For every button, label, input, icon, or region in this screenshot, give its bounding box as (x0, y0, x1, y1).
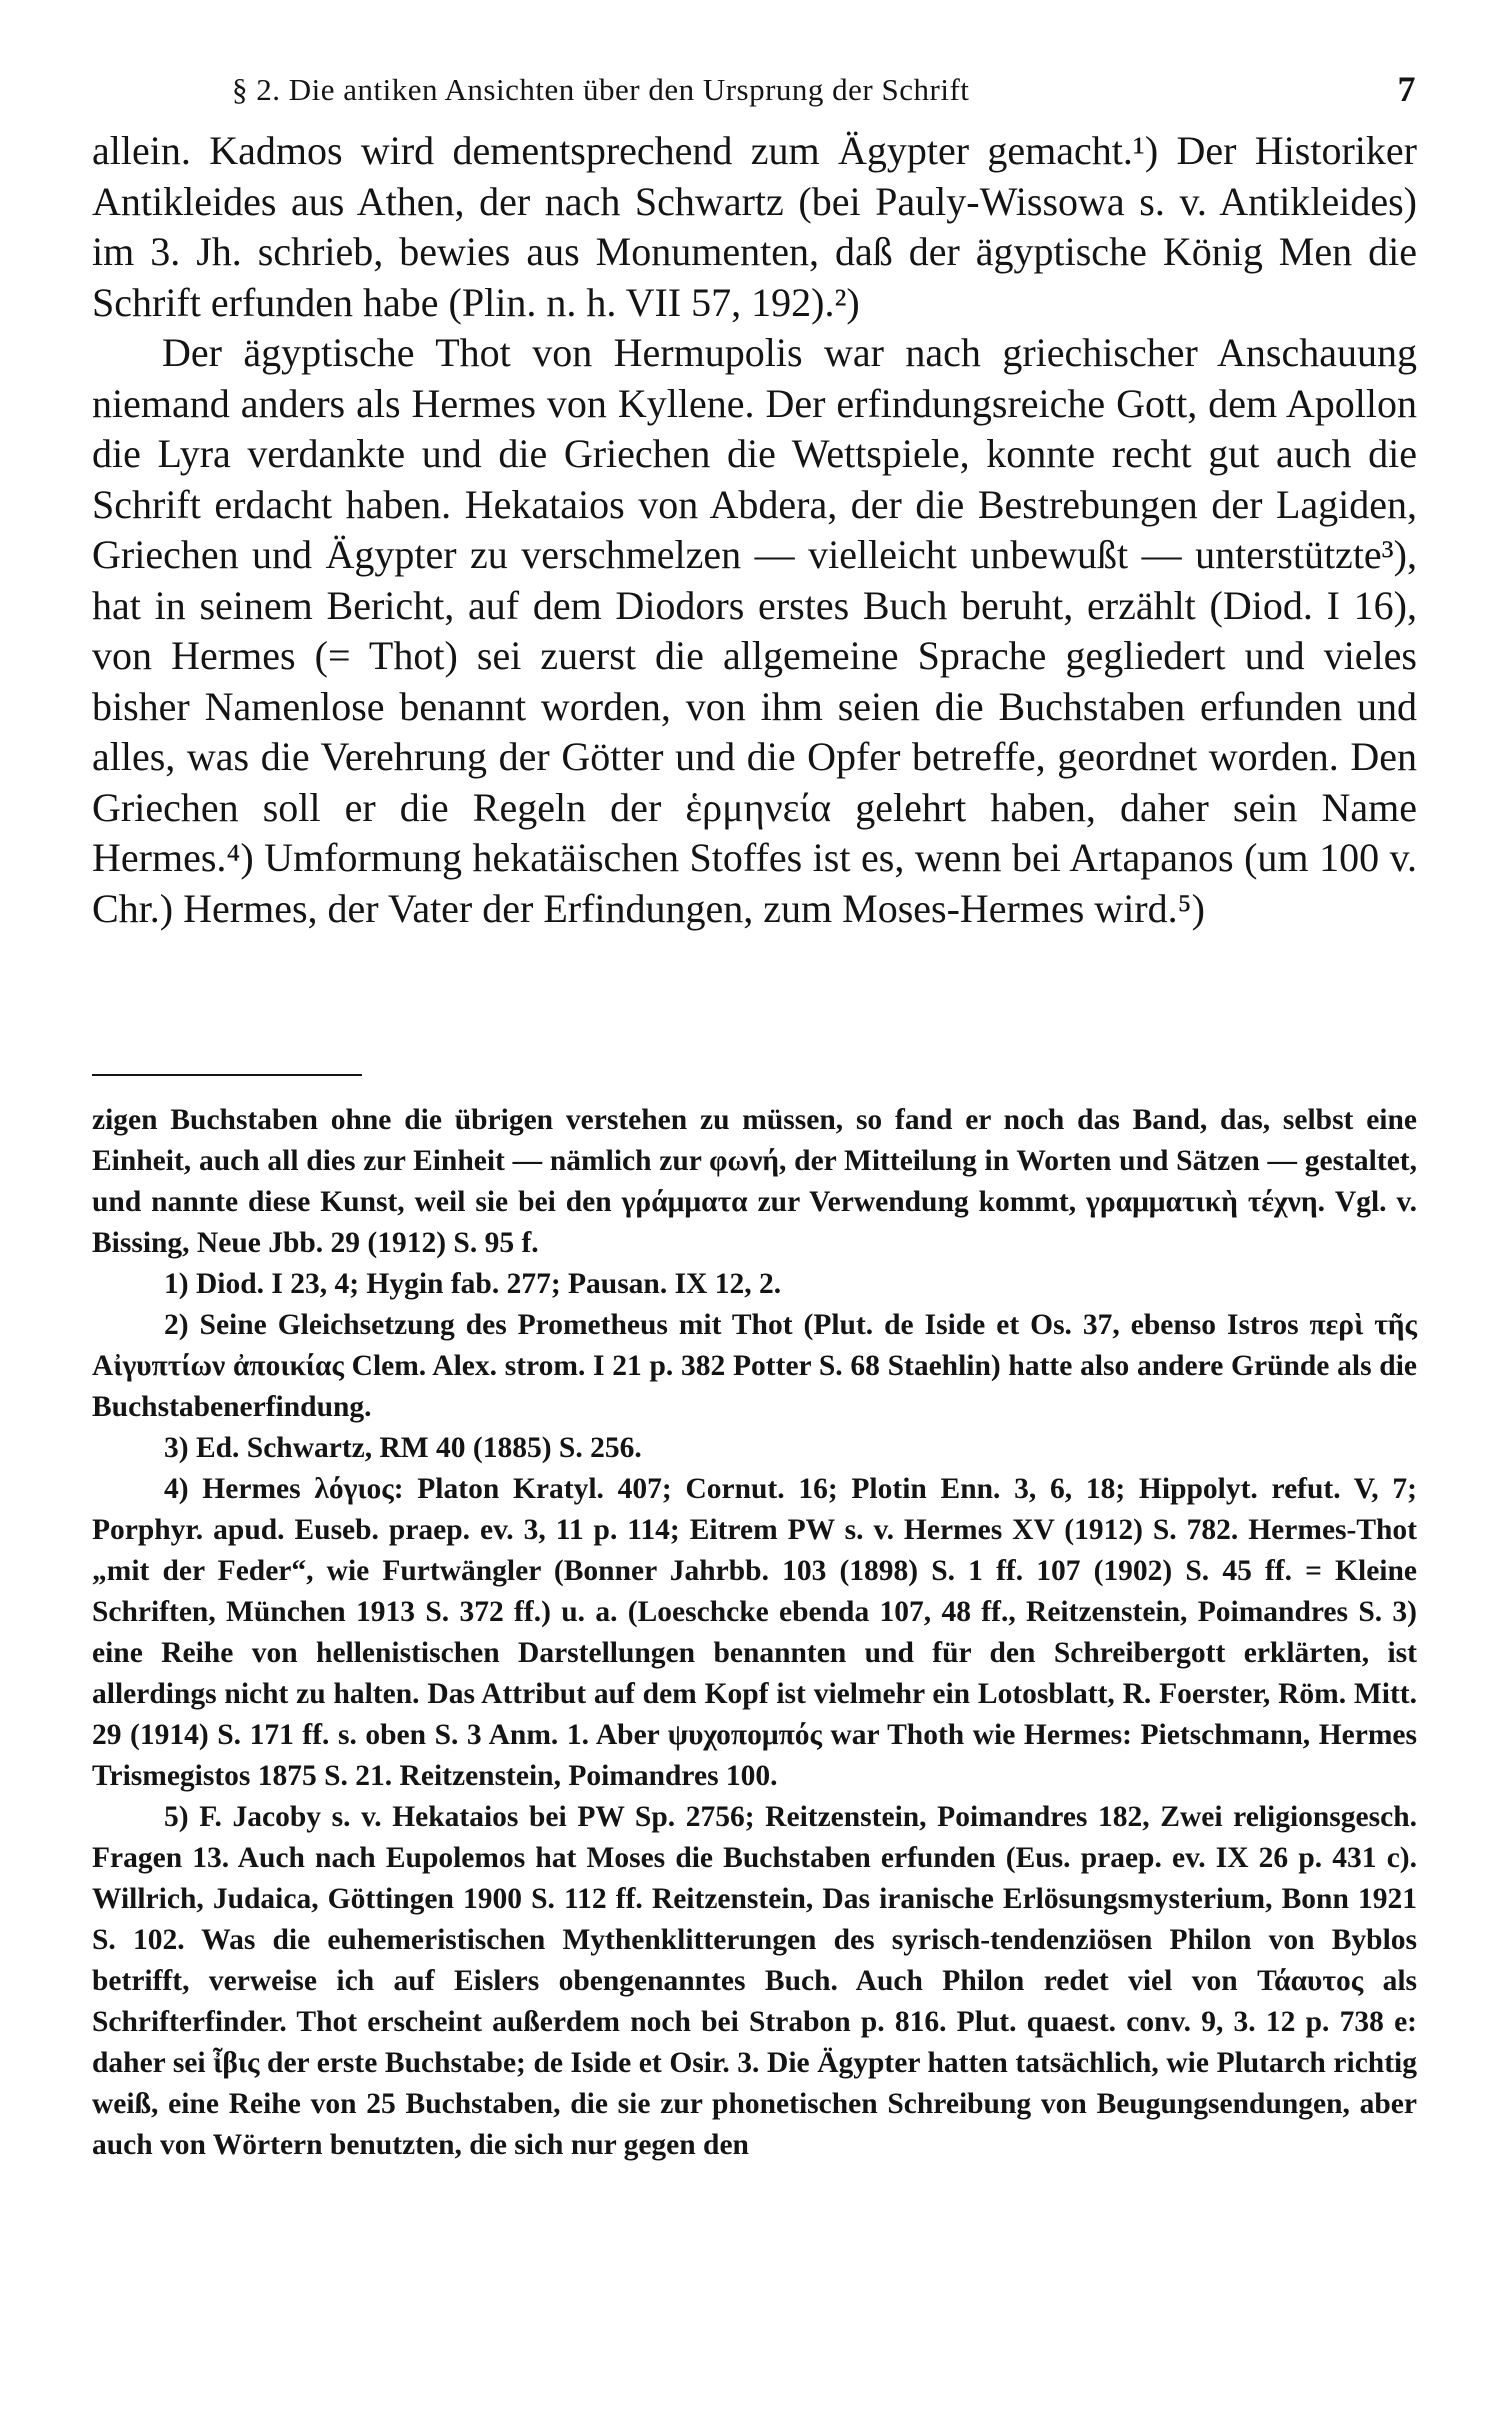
footnotes (92, 1100, 1417, 2166)
paragraph: Der ägyptische Thot von Hermupolis war nach griechischer Anschauung niemand anders als Hermes von Kyllene. Der erfindungsreiche Gott, dem Apollon die Lyra verdankte und die Griechen die Wettspiele, konnte recht gut auch die Schrift erdacht haben. Hekataios von Abdera, der die Bestrebungen der Lagiden, Griechen und Ägypter zu verschmelzen — vielleicht unbewußt — unterstützte³), hat in seinem Bericht, auf dem Diodors erstes Buch beruht, erzählt (Diod. I 16), von Hermes (= Thot) sei zuerst die allgemeine Sprache gegliedert und vieles bisher Namenlose benannt worden, von ihm seien die Buchstaben erfunden und alles, was die Verehrung der Götter und die Opfer betreffe, geordnet worden. Den Griechen soll er die Regeln der ἑρμηνεία gelehrt haben, daher sein Name Hermes.⁴) Umformung hekatäischen Stoffes ist es, wenn bei Artapanos (um 100 v. Chr.) Hermes, der Vater der Erfindungen, zum Moses-Hermes wird.⁵) (92, 330, 1417, 931)
running-title: § 2. Die antiken Ansichten über den Ursprung der Schrift (232, 72, 970, 107)
running-header (92, 69, 1416, 122)
footnote: 3) Ed. Schwartz, RM 40 (1885) S. 256. (164, 1432, 642, 1464)
footnote-continuation: zigen Buchstaben ohne die übrigen verstehen zu müssen, so fand er noch das Band, das, selbst eine Einheit, auch all dies zur Einheit — nämlich zur φωνή, der Mitteilung in Worten und Sätzen — gestaltet, und nannte diese Kunst, weil sie bei den γράμματα zur Verwendung kommt, γραμματικὴ τέχνη. Vgl. v. Bissing, Neue Jbb. 29 (1912) S. 95 f. (92, 1104, 1417, 1259)
main-text (92, 126, 1417, 934)
paragraph: allein. Kadmos wird dementsprechend zum Ägypter gemacht.¹) Der Historiker Antikleides aus Athen, der nach Schwartz (bei Pauly-Wissowa s. v. Antikleides) im 3. Jh. schrieb, bewies aus Monumenten, daß der ägyptische König Men die Schrift erfunden habe (Plin. n. h. VII 57, 192).²) (92, 128, 1417, 325)
footnote: 1) Diod. I 23, 4; Hygin fab. 277; Pausan. IX 12, 2. (164, 1268, 782, 1300)
footnote: 4) Hermes λόγιος: Platon Kratyl. 407; Cornut. 16; Plotin Enn. 3, 6, 18; Hippolyt. refut. V, 7; Porphyr. apud. Euseb. praep. ev. 3, 11 p. 114; Eitrem PW s. v. Hermes XV (1912) S. 782. Hermes-Thot „mit der Feder“, wie Furtwängler (Bonner Jahrbb. 103 (1898) S. 1 ff. 107 (1902) S. 45 ff. = Kleine Schriften, München 1913 S. 372 ff.) u. a. (Loeschcke ebenda 107, 48 ff., Reitzenstein, Poimandres S. 3) eine Reihe von hellenistischen Darstellungen benannten und für den Schreibergott erklärten, ist allerdings nicht zu halten. Das Attribut auf dem Kopf ist vielmehr ein Lotosblatt, R. Foerster, Röm. Mitt. 29 (1914) S. 171 ff. s. oben S. 3 Anm. 1. Aber ψυχοπομπός war Thoth wie Hermes: Pietschmann, Hermes Trismegistos 1875 S. 21. Reitzenstein, Poimandres 100. (92, 1473, 1417, 1792)
footnote: 2) Seine Gleichsetzung des Prometheus mit Thot (Plut. de Iside et Os. 37, ebenso Istros περὶ τῆς Αἰγυπτίων ἀποικίας Clem. Alex. strom. I 21 p. 382 Potter S. 68 Staehlin) hatte also andere Gründe als die Buchstabenerfindung. (92, 1309, 1417, 1423)
footnote: 5) F. Jacoby s. v. Hekataios bei PW Sp. 2756; Reitzenstein, Poimandres 182, Zwei religionsgesch. Fragen 13. Auch nach Eupolemos hat Moses die Buchstaben erfunden (Eus. praep. ev. IX 26 p. 431 c). Willrich, Judaica, Göttingen 1900 S. 112 ff. Reitzenstein, Das iranische Erlösungsmysterium, Bonn 1921 S. 102. Was die euhemeristischen Mythenklitterungen des syrisch-tendenziösen Philon von Byblos betrifft, verweise ich auf Eislers obengenanntes Buch. Auch Philon redet viel von Τάαυτος als Schrifterfinder. Thot erscheint außerdem noch bei Strabon p. 816. Plut. quaest. conv. 9, 3. 12 p. 738 e: daher sei ἶβις der erste Buchstabe; de Iside et Osir. 3. Die Ägypter hatten tatsächlich, wie Plutarch richtig weiß, eine Reihe von 25 Buchstaben, die sie zur phonetischen Schreibung von Beugungsendungen, aber auch von Wörtern benutzten, die sich nur gegen den (92, 1801, 1417, 2161)
footnote-separator (92, 1074, 362, 1076)
page-number: 7 (1397, 69, 1416, 109)
